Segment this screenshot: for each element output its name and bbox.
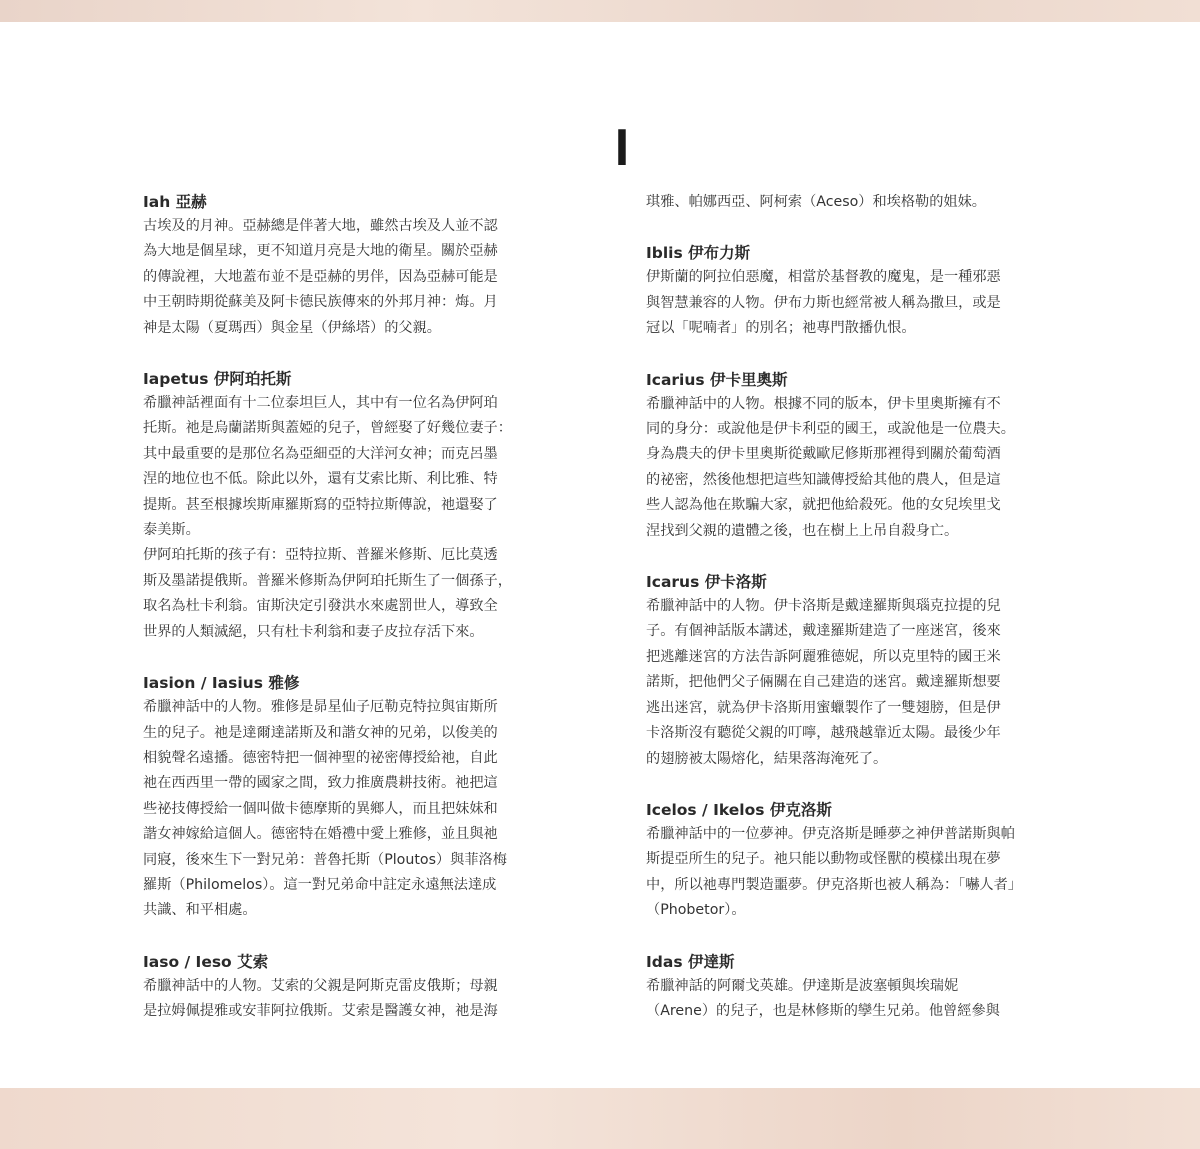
entry-body [143,974,603,1025]
entry-body [646,594,1106,772]
entry-line: 泰美斯。 [143,522,200,539]
dictionary-entry [143,190,603,341]
entry-line: 伊阿珀托斯的孩子有：亞特拉斯、普羅米修斯、厄比莫透 [143,547,498,564]
left-column [143,190,603,1051]
entry-line: 祂在西西里一帶的國家之間，致力推廣農耕技術。祂把這 [143,775,498,792]
entry-line: 希臘神話中的人物。雅修是昴星仙子厄勒克特拉與宙斯所 [143,699,498,716]
entry-line: 共識、和平相處。 [143,902,257,919]
entry-line: 相貌聲名遠播。德密特把一個神聖的祕密傳授給祂，自此 [143,749,498,766]
entry-line: 生的兒子。祂是達爾達諾斯及和諧女神的兄弟，以俊美的 [143,724,498,741]
entry-line: 同寢，後來生下一對兄弟：普魯托斯（Ploutos）與菲洛梅 [143,851,507,868]
entry-headword: Icarius 伊卡里奧斯 [646,370,788,389]
entry-line: 逃出迷宮，就為伊卡洛斯用蜜蠟製作了一雙翅膀，但是伊 [646,699,1001,716]
entry-line: 伊斯蘭的阿拉伯惡魔，相當於基督教的魔鬼，是一種邪惡 [646,269,1001,286]
entry-line: 諧女神嫁給這個人。德密特在婚禮中愛上雅修，並且與祂 [143,826,498,843]
entry-headword: Iah 亞赫 [143,193,207,211]
entry-line: 希臘神話中的人物。艾索的父親是阿斯克雷皮俄斯；母親 [143,977,498,994]
entry-line: 希臘神話中的人物。伊卡洛斯是戴達羅斯與瑙克拉提的兒 [646,598,1001,615]
entry-line: 世界的人類滅絕，只有杜卡利翁和妻子皮拉存活下來。 [143,623,484,640]
entry-line: 希臘神話中的人物。根據不同的版本，伊卡里奧斯擁有不 [646,395,1001,412]
entry-body [646,974,1106,1025]
entry-line: 琪雅、帕娜西亞、阿柯索（Aceso）和埃格勒的姐妹。 [646,194,986,210]
entry-body [143,214,603,341]
entry-line: 的祕密，然後他想把這些知識傳授給其他的農人，但是這 [646,471,1001,488]
entry-headword: Iblis 伊布力斯 [646,244,751,263]
entry-line: 同的身分：或說他是伊卡利亞的國王，或說他是一位農夫。 [646,421,1015,438]
entry-line: 諾斯，把他們父子倆關在自己建造的迷宮。戴達羅斯想要 [646,674,1001,691]
entry-line: 提斯。甚至根據埃斯庫羅斯寫的亞特拉斯傳說，祂還娶了 [143,496,498,513]
entry-body [143,695,603,924]
entry-line: 托斯。祂是烏蘭諾斯與蓋婭的兒子，曾經娶了好幾位妻子： [143,420,512,437]
dictionary-entry [646,241,1106,341]
entry-line: 涅的地位也不低。除此以外，還有艾索比斯、利比雅、特 [143,471,498,488]
entry-line: 中王朝時期從蘇美及阿卡德民族傳來的外邦月神：烸。月 [143,294,498,311]
entry-line: 中，所以祂專門製造噩夢。伊克洛斯也被人稱為：「嚇人者」 [646,876,1022,893]
dictionary-entry [143,671,603,924]
entry-body [646,392,1106,544]
entry-body [646,265,1106,341]
scan-edge-top [0,0,1200,22]
entry-line: 的翅膀被太陽熔化，結果落海淹死了。 [646,750,888,767]
entry-body [143,391,603,645]
entry-line: 與智慧兼容的人物。伊布力斯也經常被人稱為撒旦，或是 [646,294,1001,311]
entry-line: 為大地是個星球，更不知道月亮是大地的衛星。關於亞赫 [143,243,498,260]
entry-headword: Iasion / Iasius 雅修 [143,674,300,693]
entry-line: 涅找到父親的遺體之後，也在樹上上吊自殺身亡。 [646,522,959,539]
entry-headword: Iapetus 伊阿珀托斯 [143,370,292,389]
entry-headword: Icarus 伊卡洛斯 [646,573,767,592]
entry-line: 冠以「呢喃者」的別名；祂專門散播仇恨。 [646,320,916,337]
entry-line: 古埃及的月神。亞赫總是伴著大地，雖然古埃及人並不認 [143,218,498,234]
entry-line: 斯提亞所生的兒子。祂只能以動物或怪獸的模樣出現在夢 [646,851,1001,868]
section-letter: I [614,119,630,177]
entry-line: 希臘神話裡面有十二位泰坦巨人，其中有一位名為伊阿珀 [143,395,498,412]
dictionary-entry [646,570,1106,772]
dictionary-entry [646,950,1106,1025]
entry-headword: Icelos / Ikelos 伊克洛斯 [646,800,832,819]
entry-line: 其中最重要的是那位名為亞細亞的大洋河女神；而克呂墨 [143,445,498,462]
entry-line: 身為農夫的伊卡里奧斯從戴歐尼修斯那裡得到關於葡萄酒 [646,446,1001,463]
dictionary-entry [143,950,603,1025]
entry-line: 些祕技傳授給一個叫做卡德摩斯的異鄉人，而且把妹妹和 [143,800,498,817]
entry-headword: Iaso / Ieso 艾索 [143,952,269,971]
entry-body [646,822,1106,924]
dictionary-entry [646,798,1106,924]
entry-line: 羅斯（Philomelos）。這一對兄弟命中註定永遠無法達成 [143,876,497,893]
entry-line: 希臘神話中的一位夢神。伊克洛斯是睡夢之神伊普諾斯與帕 [646,825,1015,842]
scan-edge-bottom [0,1088,1200,1149]
dictionary-entry [646,190,1106,215]
entry-line: （Arene）的兒子，也是林修斯的孿生兄弟。他曾經參與 [646,1002,1000,1019]
entry-line: 的傳說裡，大地蓋布並不是亞赫的男伴，因為亞赫可能是 [143,268,498,285]
entry-line: 斯及墨諾提俄斯。普羅米修斯為伊阿珀托斯生了一個孫子， [143,572,512,589]
entry-line: 取名為杜卡利翁。宙斯決定引發洪水來處罰世人，導致全 [143,598,498,615]
entry-line: （Phobetor）。 [646,902,746,919]
entry-line: 些人認為他在欺騙大家，就把他給殺死。他的女兒埃里戈 [646,497,1001,514]
entry-headword: Idas 伊達斯 [646,952,735,971]
right-column [646,190,1106,1050]
entry-line: 子。有個神話版本講述，戴達羅斯建造了一座迷宮，後來 [646,623,1001,640]
entry-line: 是拉姆佩提雅或安菲阿拉俄斯。艾索是醫護女神，祂是海 [143,1003,498,1020]
entry-line: 卡洛斯沒有聽從父親的叮嚀，越飛越靠近太陽。最後少年 [646,725,1001,742]
dictionary-entry [646,368,1106,544]
dictionary-entry [143,367,603,645]
entry-body [646,190,1106,215]
entry-line: 神是太陽（夏瑪西）與金星（伊絲塔）的父親。 [143,319,441,336]
entry-line: 希臘神話的阿爾戈英雄。伊達斯是波塞頓與埃瑞妮 [646,977,959,994]
entry-line: 把逃離迷宮的方法告訴阿麗雅德妮，所以克里特的國王米 [646,648,1001,665]
